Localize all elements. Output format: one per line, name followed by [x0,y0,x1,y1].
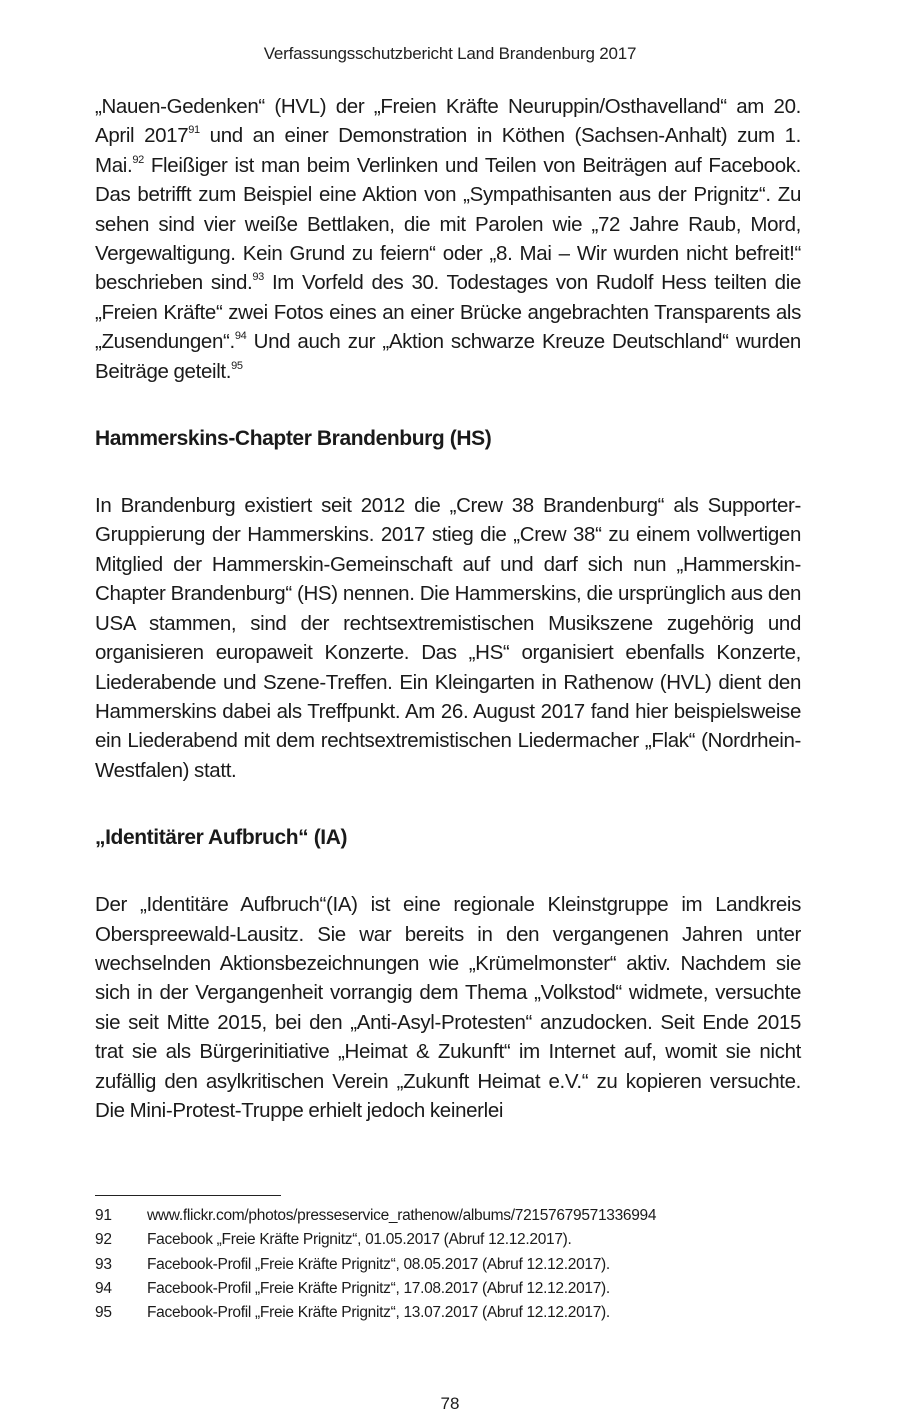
page-number: 78 [440,1394,460,1413]
footnote-number: 92 [95,1231,112,1249]
footnote-number: 91 [95,1207,112,1224]
footnote-item [95,1253,801,1277]
footnote-ref-94: 94 [234,330,247,343]
paragraph-text: „Nauen-Gedenken“ (HVL) der „Freien Kräfte Neuruppin/Osthavelland“ am 20. April 2017 [95,95,801,148]
section-heading-identitaerer-aufbruch: „Identitärer Aufbruch“ (IA) [95,826,348,850]
footnote-ref-91: 91 [188,124,200,137]
footnote-ref-93: 93 [252,271,264,284]
footnote-text: Facebook-Profil „Freie Kräfte Prignitz“, 17.08.2017 (Abruf 12.12.2017). [147,1279,610,1297]
footnote-separator [95,1195,281,1196]
footnote-text: Facebook „Freie Kräfte Prignitz“, 01.05.2017 (Abruf 12.12.2017). [147,1231,572,1249]
paragraph-text: Und auch zur „Aktion schwarze Kreuze Deutschland“ wurden Beiträge geteilt. [95,330,801,383]
footnote-item [95,1301,801,1325]
footnote-item [95,1204,801,1228]
footnotes-list [95,1204,801,1325]
section-heading-hammerskins: Hammerskins-Chapter Brandenburg (HS) [95,427,492,451]
footnote-number: 94 [95,1279,112,1297]
paragraph-text: und an einer Demonstration in Köthen (Sachsen-Anhalt) zum 1. Mai. [95,124,801,177]
paragraph-identitaerer-aufbruch: Der „Identitäre Aufbruch“(IA) ist eine regionale Kleinstgruppe im Landkreis Oberspreewald-Lausitz. Sie war bereits in den vergangenen Jahren unter wechselnden Aktionsbezeichnungen wie „Krümelmonster“ aktiv. Nachdem sie sich in der Vergangenheit vorrangig dem Thema „Volkstod“ widmete, versuchte sie seit Mitte 2015, bei den „Anti-Asyl-Protesten“ anzudocken. Seit Ende 2015 trat sie als Bürgerinitiative „Heimat & Zukunft“ im Internet auf, womit sie nicht zufällig den asylkritischen Verein „Zukunft Heimat e.V.“ zu kopieren versuchte. Die Mini-Protest-Truppe erhielt jedoch keinerlei [95,893,801,1122]
footnote-item [95,1277,801,1301]
paragraph-hammerskins: In Brandenburg existiert seit 2012 die „Crew 38 Brandenburg“ als Supporter-Gruppierung der Hammerskins. 2017 stieg die „Crew 38“ zu einem vollwertigen Mitglied der Hammerskin-Gemeinschaft auf und darf sich nun „Hammerskin-Chapter Brandenburg“ (HS) nennen. Die Hammerskins, die ursprünglich aus den USA stammen, sind der rechtsextremistischen Musikszene zugehörig und organisieren europaweit Konzerte. Das „HS“ organisiert ebenfalls Konzerte, Liederabende und Szene-Treffen. Ein Kleingarten in Rathenow (HVL) dient den Hammerskins dabei als Treffpunkt. Am 26. August 2017 fand hier beispielsweise ein Liederabend mit dem rechtsextremistischen Liedermacher „Flak“ (Nordrhein-Westfalen) statt. [95,494,801,782]
footnote-text: Facebook-Profil „Freie Kräfte Prignitz“, 13.07.2017 (Abruf 12.12.2017). [147,1304,610,1322]
footnote-number: 95 [95,1304,112,1322]
footnote-text: Facebook-Profil „Freie Kräfte Prignitz“, 08.05.2017 (Abruf 12.12.2017). [147,1255,610,1273]
footnote-number: 93 [95,1255,112,1273]
footnote-ref-92: 92 [132,153,144,166]
paragraph-facebook-activities [95,92,801,386]
footnote-ref-95: 95 [231,359,243,372]
running-header: Verfassungsschutzbericht Land Brandenburg 2017 [263,44,637,63]
paragraph-text: Im Vorfeld des 30. Todestages von Rudolf Hess teilten die „Freien Kräfte“ zwei Fotos eines an einer Brücke angebrachten Transparents als „Zusendungen“. [95,271,801,354]
paragraph-text: Fleißiger ist man beim Verlinken und Teilen von Beiträgen auf Facebook. Das betrifft zum Beispiel eine Aktion von „Sympathisanten aus der Prignitz“. Zu sehen sind vier weiße Bettlaken, die mit Parolen wie „72 Jahre Raub, Mord, Vergewaltigung. Kein Grund zu feiern“ oder „8. Mai – Wir wurden nicht befreit!“ beschrieben sind. [95,153,801,295]
footnote-item [95,1228,801,1252]
footnote-text: www.flickr.com/photos/presseservice_rathenow/albums/72157679571336994 [147,1207,657,1224]
main-content [95,92,801,1125]
